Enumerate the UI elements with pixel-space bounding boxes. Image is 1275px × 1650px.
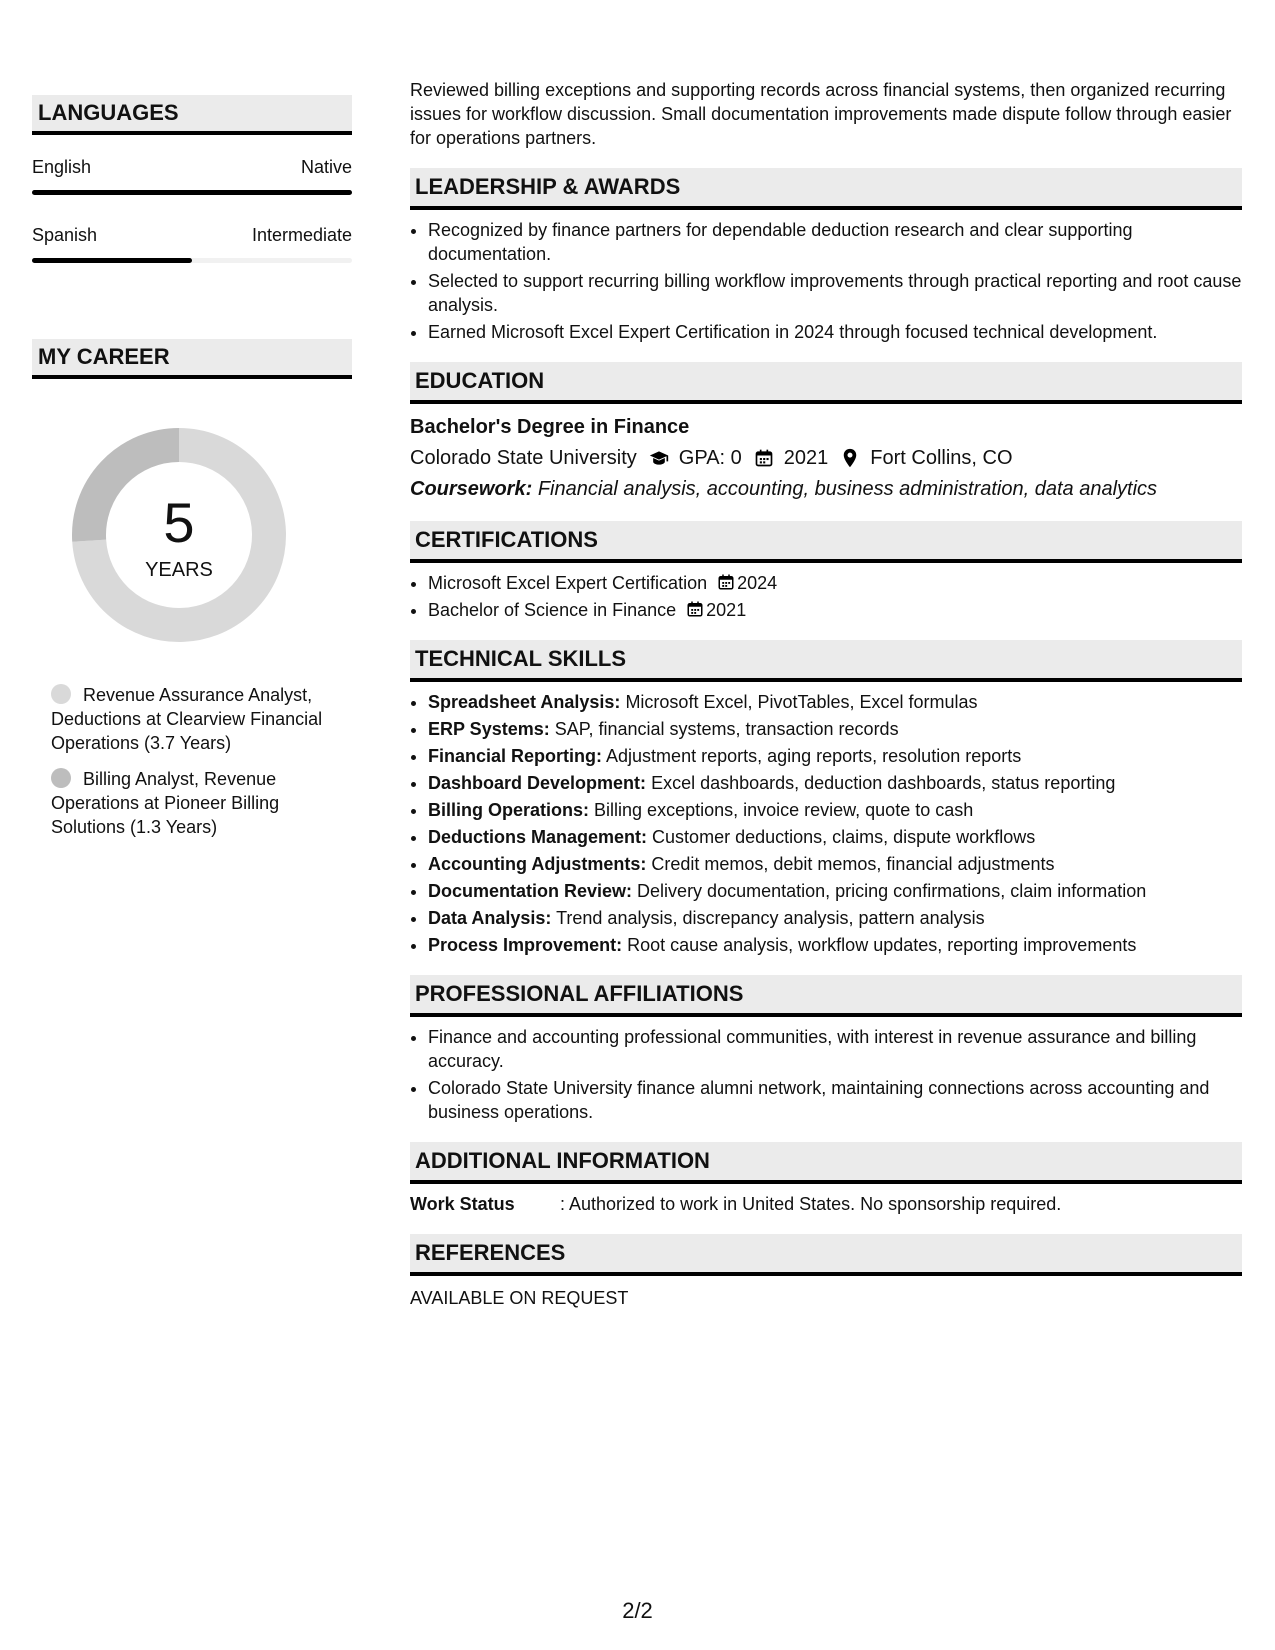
education-details (410, 444, 1242, 472)
page-number: 2/2 (622, 1598, 653, 1623)
education-degree: Bachelor's Degree in Finance (410, 416, 690, 438)
career-legend (51, 683, 341, 839)
education-heading: EDUCATION (410, 362, 1242, 404)
language-proficiency-bar (32, 258, 352, 263)
certification-year: 2021 (706, 600, 747, 620)
language-name: Spanish (32, 225, 98, 245)
skill-value: Customer deductions, claims, dispute workflows (652, 827, 1036, 847)
skill-label: Deductions Management: (428, 827, 648, 847)
skill-value: Delivery documentation, pricing confirmations, claim information (637, 881, 1147, 901)
additional-heading: ADDITIONAL INFORMATION (410, 1142, 1242, 1184)
affiliations-list (410, 1025, 1242, 1124)
languages-heading: LANGUAGES (32, 95, 352, 135)
skill-label: Spreadsheet Analysis: (428, 692, 621, 712)
career-total-years: 5 (163, 491, 195, 554)
skill-item (428, 798, 1242, 822)
career-heading: MY CAREER (32, 339, 352, 379)
skill-label: Billing Operations: (428, 800, 590, 820)
language-row (32, 225, 352, 246)
skill-value: Credit memos, debit memos, financial adjustments (651, 854, 1055, 874)
language-proficiency-bar (32, 190, 352, 195)
skills-list (410, 690, 1242, 957)
education-year: 2021 (783, 447, 829, 469)
skills-heading: TECHNICAL SKILLS (410, 640, 1242, 682)
language-level: Native (300, 157, 352, 177)
skill-label: Documentation Review: (428, 881, 633, 901)
certification-name: Microsoft Excel Expert Certification (428, 573, 708, 593)
skill-value: Trend analysis, discrepancy analysis, pattern analysis (556, 908, 985, 928)
skill-item (428, 879, 1242, 903)
skill-value: Root cause analysis, workflow updates, reporting improvements (627, 935, 1137, 955)
career-entry-label: Revenue Assurance Analyst, Deductions at Clearview Financial Operations (3.7 Years) (51, 685, 323, 753)
work-status-value: : Authorized to work in United States. No sponsorship required. (560, 1194, 1062, 1214)
calendar-icon (717, 573, 735, 591)
skill-value: Adjustment reports, aging reports, resolution reports (606, 746, 1022, 766)
references-text: AVAILABLE ON REQUEST (410, 1288, 629, 1308)
coursework-text: Financial analysis, accounting, business administration, data analytics (537, 478, 1158, 500)
work-status-label: Work Status (410, 1194, 515, 1214)
skill-item (428, 744, 1242, 768)
legend-dot-icon (51, 768, 71, 788)
skill-label: ERP Systems: (428, 719, 550, 739)
languages-list (32, 157, 352, 263)
certification-year: 2024 (737, 573, 778, 593)
work-status-row (410, 1192, 1242, 1216)
leadership-item: • Selected to support recurring billing workflow improvements through practical reporting and root cause analysis. (428, 269, 1242, 317)
skill-value: Microsoft Excel, PivotTables, Excel formulas (625, 692, 978, 712)
map-pin-icon (840, 448, 860, 468)
skill-label: Accounting Adjustments: (428, 854, 647, 874)
legend-dot-icon (51, 684, 71, 704)
education-coursework (410, 475, 1242, 503)
graduation-cap-icon (649, 448, 669, 468)
career-years-label: YEARS (145, 559, 213, 581)
career-legend-item (51, 683, 341, 755)
leadership-item: • Recognized by finance partners for dependable deduction research and clear supporting documentation. (428, 218, 1242, 266)
skill-label: Financial Reporting: (428, 746, 603, 766)
language-proficiency-fill (32, 258, 192, 263)
skill-item (428, 906, 1242, 930)
skill-item (428, 690, 1242, 714)
skill-item (428, 717, 1242, 741)
skill-value: Excel dashboards, deduction dashboards, status reporting (651, 773, 1116, 793)
skill-label: Data Analysis: (428, 908, 552, 928)
skill-item (428, 771, 1242, 795)
language-proficiency-fill (32, 190, 352, 195)
career-entry-label: Billing Analyst, Revenue Operations at Pioneer Billing Solutions (1.3 Years) (51, 769, 280, 837)
certification-item (428, 598, 1242, 622)
coursework-label: Coursework: (410, 478, 533, 500)
affiliation-item: • Finance and accounting professional communities, with interest in revenue assurance and billing accuracy. (428, 1025, 1242, 1073)
skill-value: Billing exceptions, invoice review, quote to cash (594, 800, 974, 820)
affiliations-heading: PROFESSIONAL AFFILIATIONS (410, 975, 1242, 1017)
certifications-list (410, 571, 1242, 622)
experience-summary: Reviewed billing exceptions and supporting records across financial systems, then organized recurring issues for workflow discussion. Small documentation improvements made dispute follow through easier for operations partners. (410, 80, 1232, 148)
career-donut-chart (67, 423, 291, 647)
language-name: English (32, 157, 92, 177)
education-gpa: GPA: 0 (678, 447, 742, 469)
affiliation-item: • Colorado State University finance alumni network, maintaining connections across accounting and business operations. (428, 1076, 1242, 1124)
certification-name: Bachelor of Science in Finance (428, 600, 677, 620)
references-heading: REFERENCES (410, 1234, 1242, 1276)
education-location: Fort Collins, CO (870, 447, 1013, 469)
calendar-icon (686, 600, 704, 618)
skill-label: Process Improvement: (428, 935, 623, 955)
skill-item (428, 825, 1242, 849)
certification-item (428, 571, 1242, 595)
leadership-list (410, 218, 1242, 344)
left-column (32, 95, 352, 851)
skill-label: Dashboard Development: (428, 773, 647, 793)
career-legend-item (51, 767, 341, 839)
language-row (32, 157, 352, 178)
leadership-item: • Earned Microsoft Excel Expert Certification in 2024 through focused technical development. (428, 320, 1242, 344)
skill-item (428, 852, 1242, 876)
language-level: Intermediate (251, 225, 352, 245)
skill-item (428, 933, 1242, 957)
education-school: Colorado State University (410, 447, 637, 469)
certifications-heading: CERTIFICATIONS (410, 521, 1242, 563)
right-column (410, 78, 1242, 1310)
skill-value: SAP, financial systems, transaction records (554, 719, 899, 739)
leadership-heading: LEADERSHIP & AWARDS (410, 168, 1242, 210)
calendar-icon (754, 448, 774, 468)
